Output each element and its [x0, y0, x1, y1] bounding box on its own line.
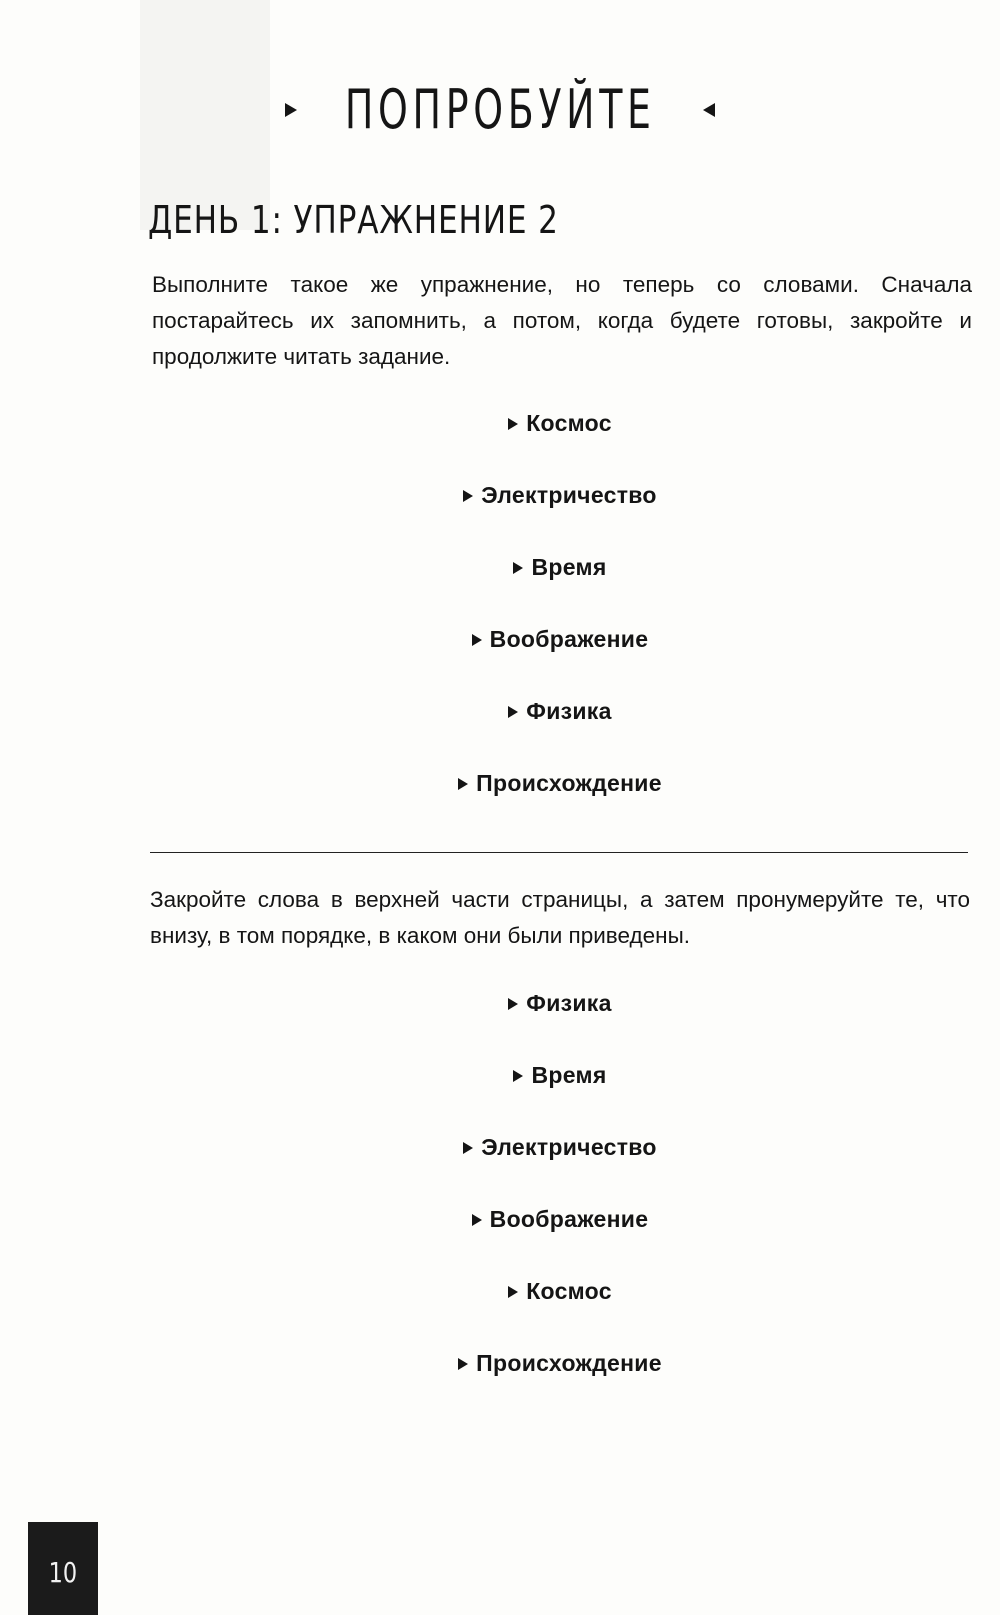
triangle-left-icon [703, 103, 715, 117]
word-label: Время [531, 554, 607, 580]
instruction-paragraph: Закройте слова в верхней части страницы, а затем пронумеруйте те, что внизу, в том порядке, в каком они были приведены. [150, 887, 970, 948]
bullet-arrow-icon [463, 490, 473, 502]
bullet-arrow-icon [508, 418, 518, 430]
word-label: Воображение [489, 1206, 649, 1232]
bullet-arrow-icon [458, 1358, 468, 1370]
list-item [150, 554, 970, 626]
section-divider [150, 852, 968, 853]
bullet-arrow-icon [508, 1286, 518, 1298]
word-label: Космос [526, 410, 612, 436]
list-item [150, 698, 970, 770]
bullet-arrow-icon [458, 778, 468, 790]
word-label: Происхождение [476, 1350, 662, 1376]
intro-paragraph: Выполните такое же упражнение, но теперь со словами. Сначала постарайтесь их запомнить, а потом, когда будете готовы, закройте и продолжите читать задание. [152, 272, 972, 369]
list-item [150, 990, 970, 1062]
bullet-arrow-icon [472, 1214, 482, 1226]
numbering-word-list [150, 990, 970, 1422]
word-label: Космос [526, 1278, 612, 1304]
word-label: Происхождение [476, 770, 662, 796]
list-item [150, 1278, 970, 1350]
bullet-arrow-icon [463, 1142, 473, 1154]
list-item [150, 410, 970, 482]
bullet-arrow-icon [513, 562, 523, 574]
word-label: Электричество [481, 1134, 657, 1160]
list-item [150, 482, 970, 554]
word-label: Электричество [481, 482, 657, 508]
list-item [150, 1062, 970, 1134]
list-item [150, 1350, 970, 1422]
word-label: Воображение [489, 626, 649, 652]
page-number-tab [28, 1522, 98, 1615]
bullet-arrow-icon [508, 998, 518, 1010]
list-item [150, 770, 970, 842]
bullet-arrow-icon [508, 706, 518, 718]
title-row [0, 78, 1000, 141]
bullet-arrow-icon [513, 1070, 523, 1082]
page-title: ПОПРОБУЙТЕ [344, 78, 656, 141]
list-item [150, 1134, 970, 1206]
list-item [150, 626, 970, 698]
word-label: Физика [526, 698, 612, 724]
page-number: 10 [48, 1556, 78, 1589]
memorize-word-list [150, 410, 970, 842]
bullet-arrow-icon [472, 634, 482, 646]
word-label: Время [531, 1062, 607, 1088]
exercise-heading: ДЕНЬ 1: УПРАЖНЕНИЕ 2 [148, 198, 559, 242]
word-label: Физика [526, 990, 612, 1016]
triangle-right-icon [285, 103, 297, 117]
list-item [150, 1206, 970, 1278]
